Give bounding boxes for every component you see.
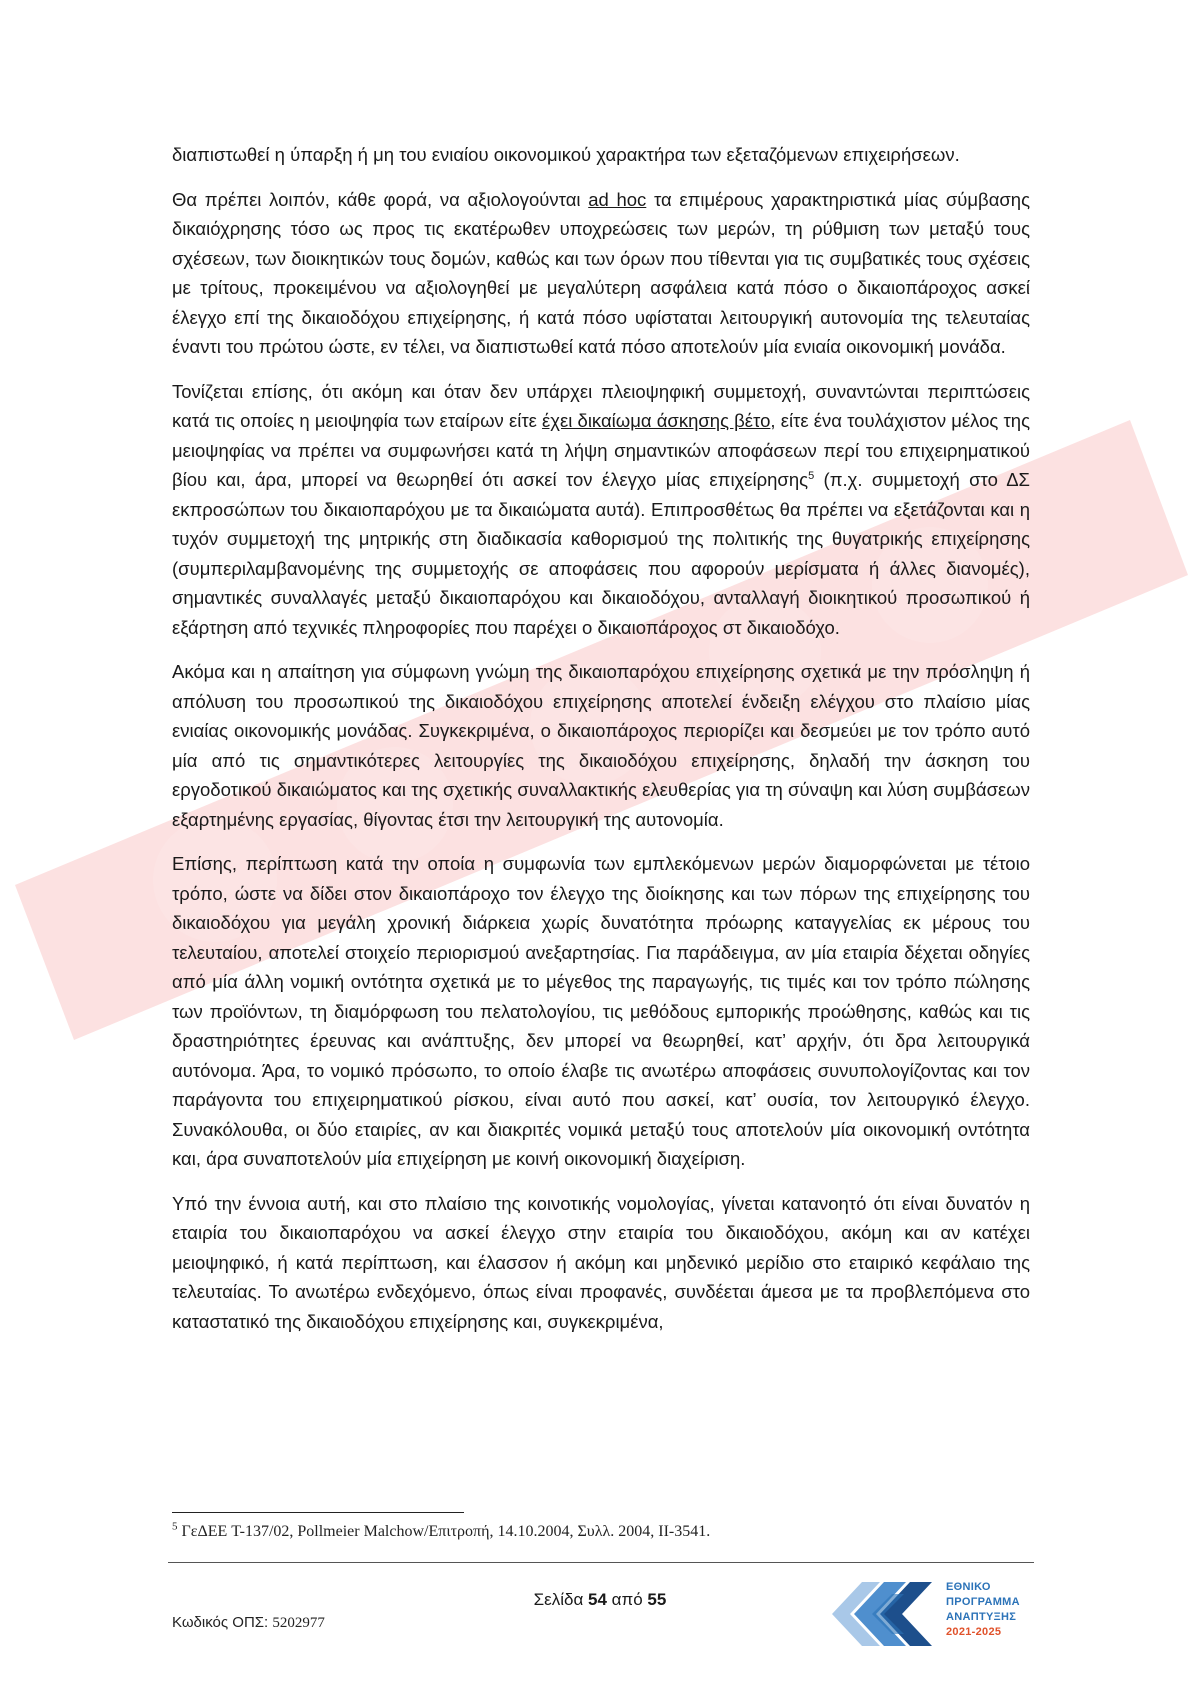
footnote-divider xyxy=(172,1512,464,1513)
footnote xyxy=(172,1522,1032,1542)
footnote-reference[interactable]: 5 xyxy=(808,469,815,482)
veto-right-link[interactable]: έχει δικαίωμα άσκησης βέτο xyxy=(542,410,771,431)
logo-years: 2021-2025 xyxy=(946,1626,1002,1638)
page-label: Σελίδα xyxy=(533,1590,589,1609)
ops-code-value: 5202977 xyxy=(272,1615,325,1631)
footnote-mark: 5 xyxy=(172,1520,178,1533)
page-number xyxy=(500,1590,700,1610)
ops-code-label: Κωδικός ΟΠΣ: xyxy=(172,1614,273,1631)
paragraph-2-text: Θα πρέπει λοιπόν, κάθε φορά, να αξιολογούνται xyxy=(172,188,589,210)
logo-line-1: ΕΘΝΙΚΟ xyxy=(946,1581,991,1593)
paragraph-2 xyxy=(172,185,1030,362)
document-body xyxy=(172,140,1030,1351)
logo-text xyxy=(946,1580,1020,1640)
paragraph-2-text-cont: τα επιμέρους χαρακτηριστικά μίας σύμβασης δικαιόχρησης τόσο ως προς τις εκατέρωθεν υποχρεώσεις των μερών, τη ρύθμιση των μεταξύ τους σχέσεων, των διοικητικών τους δομών, καθώς και των όρων που τίθενται για τις συμβατικές τους σχέσεις με τρίτους, προκειμένου να αξιολογηθεί με μεγαλύτερη ασφάλεια κατά πόσο ο δικαιοπάροχος ασκεί έλεγχο επί της δικαιοδόχου επιχείρησης, ή κατά πόσο υφίσταται λειτουργική αυτονομία της τελευταίας έναντι του πρώτου ώστε, εν τέλει, να διαπιστωθεί κατά πόσο αποτελούν μία ενιαία οικονομική μονάδα. xyxy=(172,188,1031,357)
paragraph-1: διαπιστωθεί η ύπαρξη ή μη του ενιαίου οικονομικού χαρακτήρα των εξεταζόμενων επιχειρήσεων. xyxy=(172,144,960,165)
paragraph-3-text: Τονίζεται επίσης, ότι ακόμη και όταν δεν υπάρχει πλειοψηφική συμμετοχή, συναντώνται περιπτώσεις κατά τις οποίες η μειοψηφία των εταίρων είτε xyxy=(172,380,1030,431)
footer-divider xyxy=(168,1562,1034,1563)
paragraph-6: Υπό την έννοια αυτή, και στο πλαίσιο της κοινοτικής νομολογίας, γίνεται κατανοητό ότι είναι δυνατόν η εταιρία του δικαιοπαρόχου να ασκεί έλεγχο στην εταιρία του δικαιοδόχου, ακόμη και αν κατέχει μειοψηφικό, ή κατά περίπτωση, και έλασσον ή ακόμη και μηδενικό μερίδιο στο εταιρικό κεφάλαιο της τελευταίας. Το ανωτέρω ενδεχόμενο, όπως είναι προφανές, συνδέεται άμεσα με τα προβλεπόμενα στο καταστατικό της δικαιοδόχου επιχείρησης και, συγκεκριμένα, xyxy=(172,1192,1030,1332)
national-development-program-logo xyxy=(832,1574,1042,1654)
ad-hoc-link[interactable]: ad hoc xyxy=(588,188,647,210)
page-of-label: από xyxy=(606,1590,648,1609)
paragraph-4: Ακόμα και η απαίτηση για σύμφωνη γνώμη της δικαιοπαρόχου επιχείρησης σχετικά με την πρόσληψη ή απόλυση του προσωπικού της δικαιοδόχου επιχείρησης αποτελεί ένδειξη ελέγχου στο πλαίσιο μίας ενιαίας οικονομικής μονάδας. Συγκεκριμένα, ο δικαιοπάροχος περιορίζει και δεσμεύει με τον τρόπο αυτό μία από τις σημαντικότερες λειτουργίες της δικαιοδόχου επιχείρησης, δηλαδή την άσκηση του εργοδοτικού δικαιώματος και της σχετικής συναλλακτικής ελευθερίας για τη σύναψη και λύση συμβάσεων εξαρτημένης εργασίας, θίγοντας έτσι την λειτουργική της αυτονομία. xyxy=(172,661,1030,830)
total-pages: 55 xyxy=(647,1590,667,1609)
footnote-text: ΓεΔΕΕ T-137/02, Pollmeier Malchow/Επιτροπή, 14.10.2004, Συλλ. 2004, II-3541. xyxy=(177,1523,711,1540)
paragraph-3-text-mid: , είτε ένα τουλάχιστον μέλος της μειοψηφίας να πρέπει να συμφωνήσει κατά τη λήψη σημαντικών αποφάσεων περί του επιχειρηματικού βίου και, άρα, μπορεί να θεωρηθεί ότι ασκεί τον έλεγχο μίας επιχείρησης xyxy=(172,410,1030,490)
logo-line-3: ΑΝΑΠΤΥΞΗΣ xyxy=(946,1611,1017,1623)
paragraph-3 xyxy=(172,377,1030,643)
paragraph-5: Επίσης, περίπτωση κατά την οποία η συμφωνία των εμπλεκόμενων μερών διαμορφώνεται με τέτοιο τρόπο, ώστε να δίδει στον δικαιοπάροχο τον έλεγχο της διοίκησης και των πόρων της επιχείρησης του δικαιοδόχου για μεγάλη χρονική διάρκεια χωρίς δυνατότητα πρόωρης καταγγελίας εκ μέρους του τελευταίου, αποτελεί στοιχείο περιορισμού ανεξαρτησίας. Για παράδειγμα, αν μία εταιρία δέχεται οδηγίες από μία άλλη νομική οντότητα σχετικά με το μέγεθος της παραγωγής, τις τιμές και τον τρόπο πώλησης των προϊόντων, τη διαμόρφωση του πελατολογίου, τις μεθόδους εμπορικής προώθησης, καθώς και τις δραστηριότητες έρευνας και ανάπτυξης, δεν μπορεί να θεωρηθεί, κατ’ αρχήν, ότι δρα λειτουργικά αυτόνομα. Άρα, το νομικό πρόσωπο, το οποίο έλαβε τις ανωτέρω αποφάσεις συνυπολογίζοντας και τον παράγοντα του επιχειρηματικού ρίσκου, είναι αυτό που ασκεί, κατ’ ουσία, τον λειτουργικό έλεγχο. Συνακόλουθα, οι δύο εταιρίες, αν και διακριτές νομικά μεταξύ τους αποτελούν μία οικονομική οντότητα και, άρα συναποτελούν μία επιχείρηση με κοινή οικονομική διαχείριση. xyxy=(172,853,1030,1169)
paragraph-3-text-end: (π.χ. συμμετοχή στο ΔΣ εκπροσώπων του δικαιοπαρόχου με τα δικαιώματα αυτά). Επιπροσθέτως θα πρέπει να εξετάζονται και η τυχόν συμμετοχή της μητρικής στη διαδικασία καθορισμού της πολιτικής της θυγατρικής επιχείρησης (συμπεριλαμβανομένης της συμμετοχής σε αποφάσεις που αφορούν μερίσματα ή άλλες διανομές), σημαντικές συναλλαγές μεταξύ δικαιοπαρόχου και δικαιοδόχου, ανταλλαγή διοικητικού προσωπικού ή εξάρτηση από τεχνικές πληροφορίες που παρέχει ο δικαιοπάροχος στ δικαιοδόχο. xyxy=(172,469,1030,638)
chevron-logo-icon xyxy=(832,1574,942,1654)
current-page: 54 xyxy=(588,1590,607,1609)
logo-line-2: ΠΡΟΓΡΑΜΜΑ xyxy=(946,1596,1020,1608)
ops-code xyxy=(172,1614,325,1632)
